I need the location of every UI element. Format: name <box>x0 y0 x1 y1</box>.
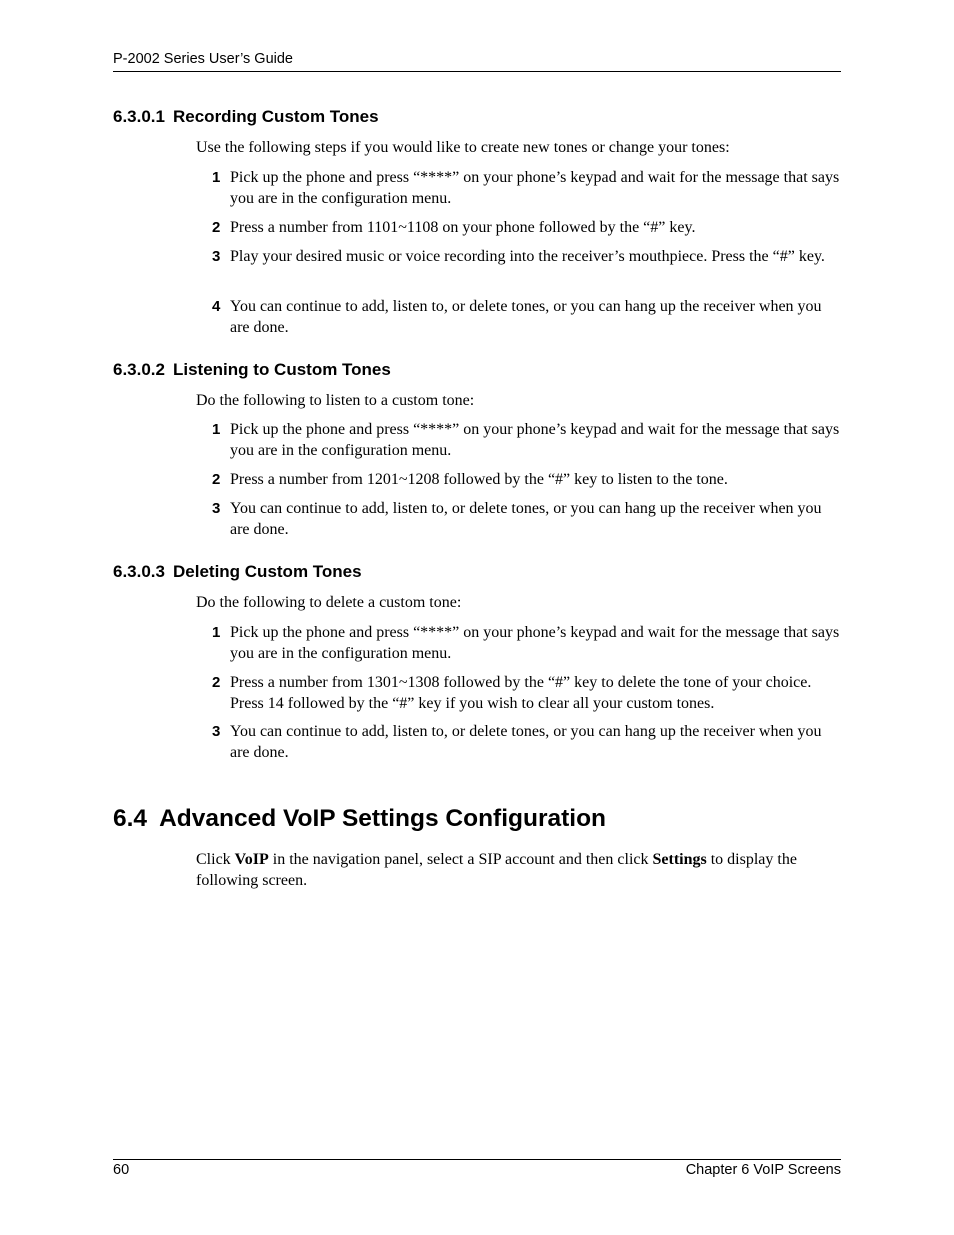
step-text: Pick up the phone and press “****” on your phone’s keypad and wait for the message that says you are in the configuration menu. <box>230 169 840 207</box>
text-run: Click <box>196 851 235 868</box>
section-heading-recording <box>113 107 379 127</box>
step-item <box>196 297 841 338</box>
running-header: P-2002 Series User’s Guide <box>113 51 293 67</box>
step-item <box>196 623 841 664</box>
step-item <box>196 168 841 209</box>
ui-term-settings: Settings <box>652 851 707 868</box>
step-number: 1 <box>212 169 221 186</box>
step-number: 3 <box>212 723 221 740</box>
step-item <box>196 247 841 268</box>
chapter-section-heading <box>113 805 606 833</box>
section-intro: Use the following steps if you would like to create new tones or change your tones: <box>196 139 730 156</box>
step-item <box>196 673 841 714</box>
step-text: Press a number from 1301~1308 followed by the “#” key to delete the tone of your choice. Press 14 followed by the “#” key if you wish to clear all your custom tones. <box>230 674 812 712</box>
footer-rule <box>113 1159 841 1160</box>
section-title: Deleting Custom Tones <box>173 562 362 581</box>
step-number: 2 <box>212 471 221 488</box>
step-text: You can continue to add, listen to, or delete tones, or you can hang up the receiver when you are done. <box>230 298 822 336</box>
text-run: in the navigation panel, select a SIP account and then click <box>268 851 653 868</box>
step-number: 1 <box>212 624 221 641</box>
header-rule <box>113 71 841 72</box>
step-number: 3 <box>212 500 221 517</box>
step-number: 4 <box>212 298 221 315</box>
step-text: Pick up the phone and press “****” on your phone’s keypad and wait for the message that says you are in the configuration menu. <box>230 624 840 662</box>
section-title: Advanced VoIP Settings Configuration <box>159 805 606 832</box>
step-number: 2 <box>212 674 221 691</box>
step-text: Press a number from 1101~1108 on your phone followed by the “#” key. <box>230 219 696 236</box>
section-heading-deleting <box>113 562 362 582</box>
step-item <box>196 722 841 763</box>
page-number: 60 <box>113 1162 130 1178</box>
step-text: You can continue to add, listen to, or delete tones, or you can hang up the receiver when you are done. <box>230 500 822 538</box>
step-item <box>196 499 841 540</box>
section-intro: Do the following to delete a custom tone: <box>196 594 462 611</box>
section-paragraph <box>196 850 841 891</box>
section-title: Recording Custom Tones <box>173 107 379 126</box>
ui-term-voip: VoIP <box>234 851 269 868</box>
step-item <box>196 470 841 491</box>
step-number: 2 <box>212 219 221 236</box>
step-text: Press a number from 1201~1208 followed by the “#” key to listen to the tone. <box>230 471 728 488</box>
step-item <box>196 420 841 461</box>
chapter-footer: Chapter 6 VoIP Screens <box>685 1162 841 1178</box>
section-number: 6.3.0.2 <box>113 360 165 379</box>
section-heading-listening <box>113 360 391 380</box>
section-number: 6.4 <box>113 805 148 832</box>
step-item <box>196 218 841 239</box>
step-text: Play your desired music or voice recording into the receiver’s mouthpiece. Press the “#” key. <box>230 248 825 265</box>
step-number: 3 <box>212 248 221 265</box>
text-run: to display the following screen. <box>196 851 797 889</box>
step-number: 1 <box>212 421 221 438</box>
section-title: Listening to Custom Tones <box>173 360 391 379</box>
step-text: You can continue to add, listen to, or delete tones, or you can hang up the receiver when you are done. <box>230 723 822 761</box>
section-number: 6.3.0.3 <box>113 562 165 581</box>
step-text: Pick up the phone and press “****” on your phone’s keypad and wait for the message that says you are in the configuration menu. <box>230 421 840 459</box>
section-intro: Do the following to listen to a custom tone: <box>196 392 475 409</box>
section-number: 6.3.0.1 <box>113 107 165 126</box>
